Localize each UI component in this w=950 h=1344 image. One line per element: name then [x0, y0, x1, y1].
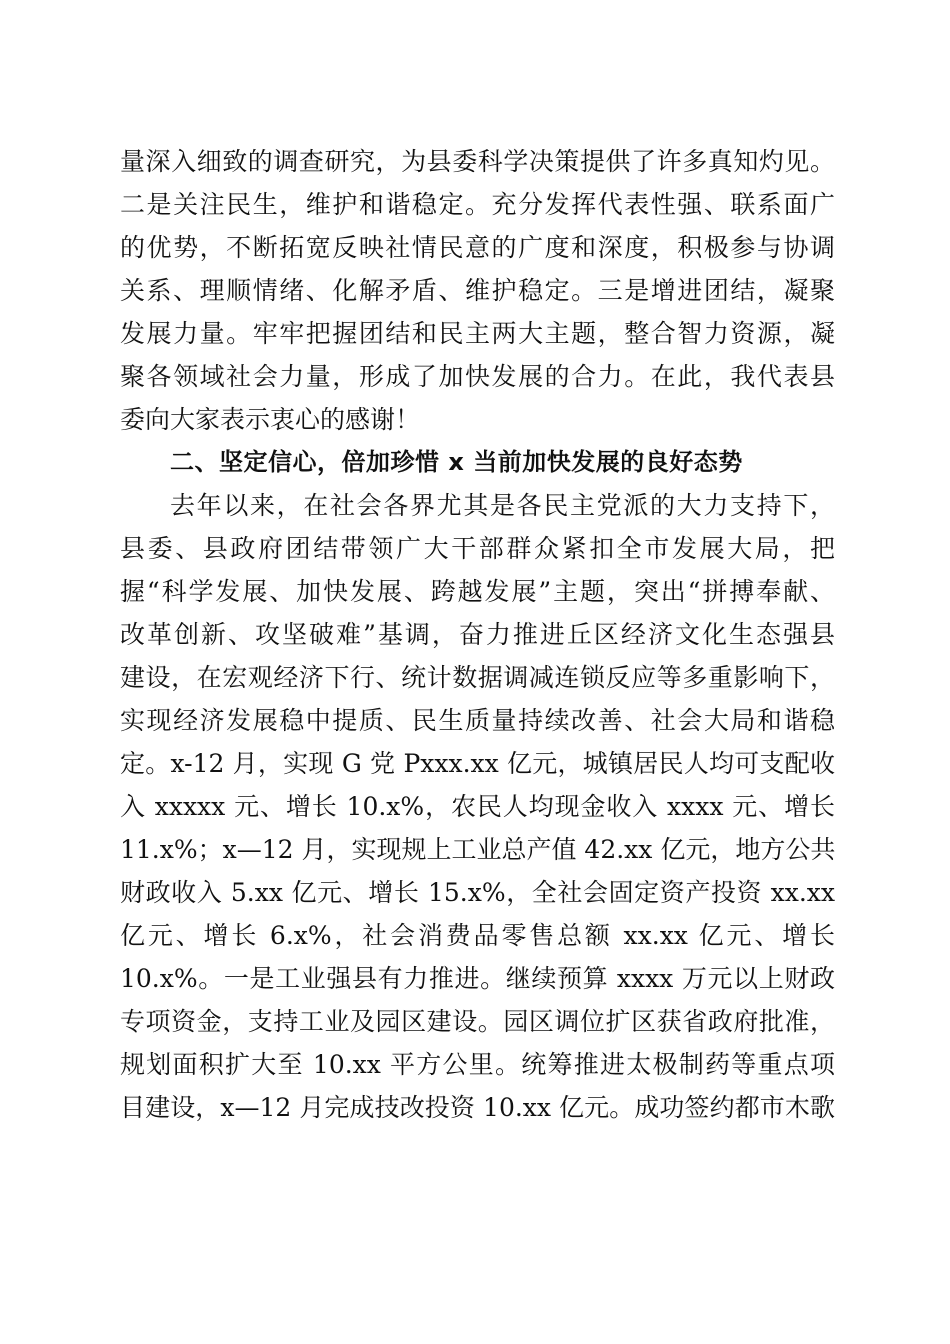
paragraph-1-line-7: 委向大家表示衷心的感谢！	[120, 405, 421, 434]
paragraph-1-line-5: 发展力量。牢牢把握团结和民主两大主题，整合智力资源，凝	[120, 319, 835, 348]
paragraph-1-line-3: 的优势，不断拓宽反映社情民意的广度和深度，积极参与协调	[120, 233, 835, 262]
paragraph-2-line-5: 建设，在宏观经济下行、统计数据调减连锁反应等多重影响下，	[120, 663, 835, 692]
paragraph-2-line-3: 握“科学发展、加快发展、跨越发展”主题，突出“拼搏奉献、	[120, 577, 835, 606]
paragraph-1-line-6: 聚各领域社会力量，形成了加快发展的合力。在此，我代表县	[120, 362, 835, 391]
document-body	[120, 140, 835, 1129]
paragraph-1-line-1: 量深入细致的调查研究，为县委科学决策提供了许多真知灼见。	[120, 147, 835, 176]
paragraph-1-line-2: 二是关注民生，维护和谐稳定。充分发挥代表性强、联系面广	[120, 190, 835, 219]
paragraph-2-line-11: 亿元、增长 6.x%，社会消费品零售总额 xx.xx 亿元、增长	[120, 921, 835, 950]
paragraph-2-line-15: 目建设，x—12 月完成技改投资 10.xx 亿元。成功签约都市木歌	[120, 1093, 835, 1122]
paragraph-2-line-1: 去年以来，在社会各界尤其是各民主党派的大力支持下，	[170, 491, 835, 520]
paragraph-2-line-14: 规划面积扩大至 10.xx 平方公里。统筹推进太极制药等重点项	[120, 1050, 835, 1079]
paragraph-2-line-9: 11.x%；x—12 月，实现规上工业总产值 42.xx 亿元，地方公共	[120, 835, 835, 864]
paragraph-2-line-2: 县委、县政府团结带领广大干部群众紧扣全市发展大局，把	[120, 534, 835, 563]
paragraph-2-line-13: 专项资金，支持工业及园区建设。园区调位扩区获省政府批准，	[120, 1007, 835, 1036]
paragraph-2-line-7: 定。x-12 月，实现 G 党 Pxxx.xx 亿元，城镇居民人均可支配收	[120, 749, 835, 778]
paragraph-2-line-4: 改革创新、攻坚破难”基调，奋力推进丘区经济文化生态强县	[120, 620, 835, 649]
paragraph-2-line-8: 入 xxxxx 元、增长 10.x%，农民人均现金收入 xxxx 元、增长	[120, 792, 835, 821]
paragraph-1-line-4: 关系、理顺情绪、化解矛盾、维护稳定。三是增进团结，凝聚	[120, 276, 835, 305]
section-heading: 二、坚定信心，倍加珍惜 x 当前加快发展的良好态势	[170, 448, 743, 476]
paragraph-2-line-6: 实现经济发展稳中提质、民生质量持续改善、社会大局和谐稳	[120, 706, 835, 735]
paragraph-2-line-12: 10.x%。一是工业强县有力推进。继续预算 xxxx 万元以上财政	[120, 964, 835, 993]
paragraph-2-line-10: 财政收入 5.xx 亿元、增长 15.x%，全社会固定资产投资 xx.xx	[120, 878, 835, 907]
